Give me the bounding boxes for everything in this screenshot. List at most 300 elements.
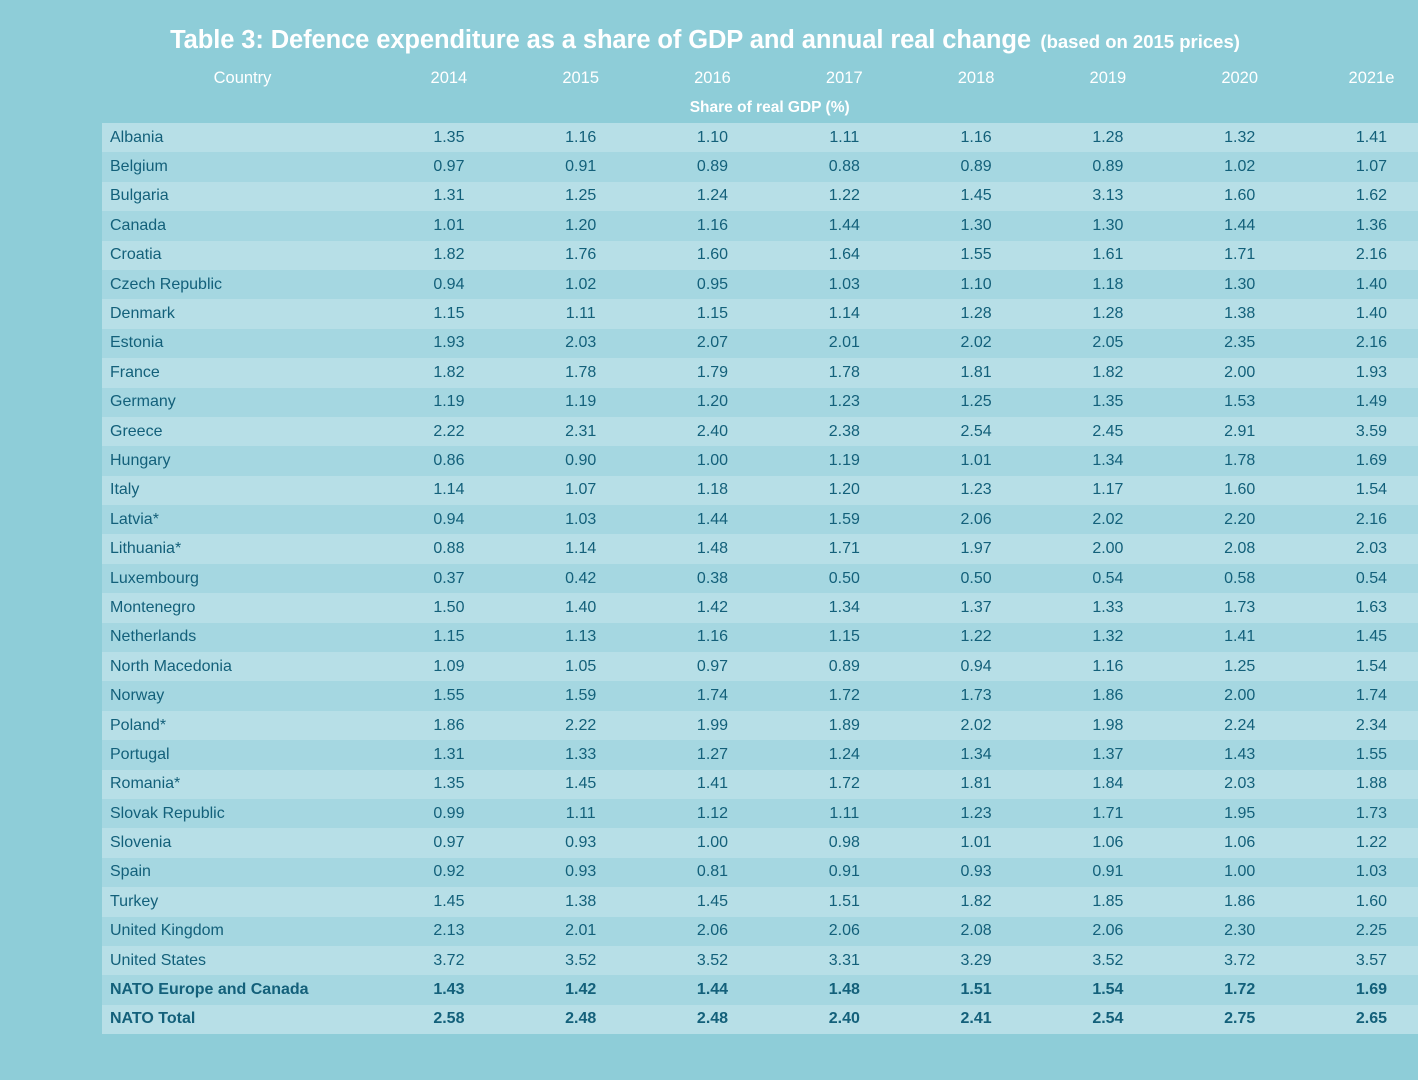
cell-2014: 1.09 — [383, 652, 515, 681]
title-subtitle: (based on 2015 prices) — [1040, 31, 1240, 52]
defence-expenditure-table — [102, 69, 1418, 1034]
cell-2021e: 2.16 — [1306, 505, 1418, 534]
cell-2014: 0.97 — [383, 152, 515, 181]
column-header-2020: 2020 — [1221, 69, 1259, 87]
cell-2019: 1.17 — [1042, 476, 1174, 505]
section-label-row — [102, 99, 1418, 123]
cell-2016: 1.16 — [647, 211, 779, 240]
column-header-2019: 2019 — [1089, 69, 1127, 87]
cell-2016: 2.07 — [647, 329, 779, 358]
cell-2015: 1.20 — [515, 211, 647, 240]
cell-2016: 1.44 — [647, 505, 779, 534]
cell-2017: 1.14 — [778, 299, 910, 328]
cell-2017: 1.51 — [778, 887, 910, 916]
row-country: Denmark — [102, 299, 383, 328]
cell-2018: 1.23 — [910, 476, 1042, 505]
cell-2016: 1.15 — [647, 299, 779, 328]
cell-2015: 1.59 — [515, 681, 647, 710]
row-country: Estonia — [102, 329, 383, 358]
cell-2017: 1.78 — [778, 358, 910, 387]
row-country: Italy — [102, 476, 383, 505]
cell-2021e: 2.16 — [1306, 241, 1418, 270]
cell-2014: 0.86 — [383, 446, 515, 475]
table-row — [102, 270, 1418, 299]
cell-2019: 2.54 — [1042, 1005, 1174, 1034]
table-row — [102, 505, 1418, 534]
cell-2018: 1.51 — [910, 975, 1042, 1004]
table-row — [102, 446, 1418, 475]
cell-2019: 2.06 — [1042, 917, 1174, 946]
cell-2014: 1.86 — [383, 711, 515, 740]
cell-2020: 1.25 — [1174, 652, 1306, 681]
cell-2015: 1.33 — [515, 740, 647, 769]
cell-2015: 2.31 — [515, 417, 647, 446]
cell-2017: 1.59 — [778, 505, 910, 534]
cell-2017: 0.98 — [778, 828, 910, 857]
cell-2017: 1.48 — [778, 975, 910, 1004]
cell-2019: 1.06 — [1042, 828, 1174, 857]
table-row — [102, 770, 1418, 799]
cell-2021e: 3.57 — [1306, 946, 1418, 975]
cell-2014: 1.35 — [383, 123, 515, 152]
cell-2019: 0.91 — [1042, 858, 1174, 887]
cell-2017: 0.88 — [778, 152, 910, 181]
table-row — [102, 858, 1418, 887]
cell-2014: 1.15 — [383, 299, 515, 328]
cell-2020: 2.00 — [1174, 358, 1306, 387]
cell-2019: 1.33 — [1042, 593, 1174, 622]
cell-2016: 3.52 — [647, 946, 779, 975]
cell-2016: 1.44 — [647, 975, 779, 1004]
cell-2014: 1.82 — [383, 241, 515, 270]
table-row — [102, 299, 1418, 328]
cell-2021e: 1.74 — [1306, 681, 1418, 710]
cell-2021e: 2.25 — [1306, 917, 1418, 946]
cell-2016: 1.27 — [647, 740, 779, 769]
cell-2020: 2.00 — [1174, 681, 1306, 710]
cell-2019: 1.37 — [1042, 740, 1174, 769]
cell-2018: 1.34 — [910, 740, 1042, 769]
cell-2018: 1.45 — [910, 182, 1042, 211]
cell-2021e: 1.49 — [1306, 388, 1418, 417]
row-country: Bulgaria — [102, 182, 383, 211]
cell-2016: 1.00 — [647, 446, 779, 475]
cell-2016: 1.74 — [647, 681, 779, 710]
cell-2018: 2.06 — [910, 505, 1042, 534]
row-country: North Macedonia — [102, 652, 383, 681]
cell-2015: 1.11 — [515, 299, 647, 328]
cell-2019: 1.28 — [1042, 123, 1174, 152]
row-country: NATO Total — [102, 1005, 383, 1034]
cell-2020: 1.41 — [1174, 623, 1306, 652]
cell-2016: 0.97 — [647, 652, 779, 681]
column-header-country: Country — [213, 69, 272, 87]
cell-2019: 0.89 — [1042, 152, 1174, 181]
cell-2018: 1.81 — [910, 770, 1042, 799]
cell-2021e: 1.69 — [1306, 975, 1418, 1004]
row-country: Hungary — [102, 446, 383, 475]
cell-2016: 0.89 — [647, 152, 779, 181]
cell-2015: 1.78 — [515, 358, 647, 387]
cell-2019: 1.86 — [1042, 681, 1174, 710]
cell-2019: 1.34 — [1042, 446, 1174, 475]
cell-2015: 1.05 — [515, 652, 647, 681]
cell-2018: 1.01 — [910, 828, 1042, 857]
cell-2015: 0.90 — [515, 446, 647, 475]
cell-2018: 1.23 — [910, 799, 1042, 828]
cell-2017: 1.11 — [778, 123, 910, 152]
row-country: Spain — [102, 858, 383, 887]
cell-2017: 1.22 — [778, 182, 910, 211]
cell-2019: 0.54 — [1042, 564, 1174, 593]
cell-2016: 1.60 — [647, 241, 779, 270]
row-country: Slovenia — [102, 828, 383, 857]
cell-2015: 1.13 — [515, 623, 647, 652]
cell-2014: 1.55 — [383, 681, 515, 710]
cell-2016: 1.42 — [647, 593, 779, 622]
row-country: Luxembourg — [102, 564, 383, 593]
cell-2016: 1.48 — [647, 534, 779, 563]
table-row — [102, 623, 1418, 652]
cell-2020: 1.32 — [1174, 123, 1306, 152]
cell-2014: 1.82 — [383, 358, 515, 387]
cell-2015: 3.52 — [515, 946, 647, 975]
cell-2016: 0.81 — [647, 858, 779, 887]
cell-2018: 1.82 — [910, 887, 1042, 916]
cell-2019: 1.85 — [1042, 887, 1174, 916]
cell-2018: 1.97 — [910, 534, 1042, 563]
cell-2019: 3.52 — [1042, 946, 1174, 975]
row-country: Albania — [102, 123, 383, 152]
cell-2016: 2.40 — [647, 417, 779, 446]
table-row — [102, 388, 1418, 417]
cell-2021e: 3.59 — [1306, 417, 1418, 446]
cell-2015: 0.93 — [515, 858, 647, 887]
cell-2020: 2.20 — [1174, 505, 1306, 534]
table-row — [102, 417, 1418, 446]
row-country: Norway — [102, 681, 383, 710]
row-country: NATO Europe and Canada — [102, 975, 383, 1004]
cell-2017: 1.72 — [778, 681, 910, 710]
cell-2014: 2.22 — [383, 417, 515, 446]
cell-2016: 1.18 — [647, 476, 779, 505]
cell-2017: 3.31 — [778, 946, 910, 975]
cell-2016: 0.38 — [647, 564, 779, 593]
row-country: Czech Republic — [102, 270, 383, 299]
cell-2019: 1.32 — [1042, 623, 1174, 652]
cell-2014: 0.97 — [383, 828, 515, 857]
cell-2015: 1.02 — [515, 270, 647, 299]
cell-2015: 1.03 — [515, 505, 647, 534]
cell-2018: 1.81 — [910, 358, 1042, 387]
cell-2015: 1.07 — [515, 476, 647, 505]
cell-2020: 2.75 — [1174, 1005, 1306, 1034]
cell-2020: 1.00 — [1174, 858, 1306, 887]
cell-2021e: 1.62 — [1306, 182, 1418, 211]
table-row — [102, 564, 1418, 593]
cell-2018: 1.37 — [910, 593, 1042, 622]
table-row — [102, 946, 1418, 975]
cell-2020: 1.78 — [1174, 446, 1306, 475]
cell-2014: 1.19 — [383, 388, 515, 417]
cell-2016: 2.06 — [647, 917, 779, 946]
column-header-2021e: 2021e — [1348, 69, 1395, 87]
cell-2017: 1.23 — [778, 388, 910, 417]
column-header-2017: 2017 — [825, 69, 863, 87]
table-row — [102, 182, 1418, 211]
cell-2017: 2.06 — [778, 917, 910, 946]
cell-2021e: 2.16 — [1306, 329, 1418, 358]
cell-2018: 1.10 — [910, 270, 1042, 299]
cell-2017: 2.38 — [778, 417, 910, 446]
cell-2017: 1.03 — [778, 270, 910, 299]
column-header-2014: 2014 — [430, 69, 468, 87]
cell-2014: 0.94 — [383, 505, 515, 534]
cell-2015: 1.16 — [515, 123, 647, 152]
row-country: Netherlands — [102, 623, 383, 652]
cell-2017: 2.01 — [778, 329, 910, 358]
table-row — [102, 740, 1418, 769]
cell-2021e: 2.03 — [1306, 534, 1418, 563]
cell-2019: 1.84 — [1042, 770, 1174, 799]
cell-2014: 0.92 — [383, 858, 515, 887]
cell-2014: 2.13 — [383, 917, 515, 946]
cell-2019: 1.82 — [1042, 358, 1174, 387]
cell-2016: 1.41 — [647, 770, 779, 799]
row-country: Slovak Republic — [102, 799, 383, 828]
table-row — [102, 211, 1418, 240]
cell-2016: 2.48 — [647, 1005, 779, 1034]
cell-2014: 1.31 — [383, 182, 515, 211]
row-country: Portugal — [102, 740, 383, 769]
row-country: Belgium — [102, 152, 383, 181]
cell-2020: 1.71 — [1174, 241, 1306, 270]
cell-2017: 2.40 — [778, 1005, 910, 1034]
cell-2018: 2.08 — [910, 917, 1042, 946]
cell-2021e: 1.22 — [1306, 828, 1418, 857]
table-row — [102, 152, 1418, 181]
cell-2020: 1.44 — [1174, 211, 1306, 240]
table-row-total-nato-europe-canada — [102, 975, 1418, 1004]
table-row — [102, 652, 1418, 681]
page-title — [102, 26, 1308, 55]
cell-2020: 0.58 — [1174, 564, 1306, 593]
cell-2019: 1.61 — [1042, 241, 1174, 270]
cell-2018: 1.73 — [910, 681, 1042, 710]
table-head — [102, 69, 1418, 123]
cell-2021e: 1.60 — [1306, 887, 1418, 916]
cell-2019: 1.30 — [1042, 211, 1174, 240]
cell-2014: 1.93 — [383, 329, 515, 358]
cell-2020: 2.08 — [1174, 534, 1306, 563]
cell-2019: 2.05 — [1042, 329, 1174, 358]
table-row — [102, 917, 1418, 946]
table-row-total-nato — [102, 1005, 1418, 1034]
cell-2016: 1.79 — [647, 358, 779, 387]
cell-2018: 0.50 — [910, 564, 1042, 593]
row-country: United Kingdom — [102, 917, 383, 946]
table-row — [102, 828, 1418, 857]
cell-2021e: 1.36 — [1306, 211, 1418, 240]
cell-2020: 2.91 — [1174, 417, 1306, 446]
cell-2014: 0.88 — [383, 534, 515, 563]
cell-2020: 2.24 — [1174, 711, 1306, 740]
cell-2019: 1.35 — [1042, 388, 1174, 417]
cell-2018: 2.41 — [910, 1005, 1042, 1034]
cell-2018: 2.02 — [910, 329, 1042, 358]
row-country: Croatia — [102, 241, 383, 270]
cell-2015: 1.19 — [515, 388, 647, 417]
cell-2018: 0.93 — [910, 858, 1042, 887]
cell-2015: 1.11 — [515, 799, 647, 828]
cell-2014: 0.37 — [383, 564, 515, 593]
cell-2016: 1.00 — [647, 828, 779, 857]
cell-2017: 1.44 — [778, 211, 910, 240]
cell-2018: 2.02 — [910, 711, 1042, 740]
cell-2020: 2.30 — [1174, 917, 1306, 946]
cell-2017: 1.20 — [778, 476, 910, 505]
cell-2020: 1.30 — [1174, 270, 1306, 299]
cell-2014: 1.43 — [383, 975, 515, 1004]
table-row — [102, 593, 1418, 622]
table-row — [102, 358, 1418, 387]
table-row — [102, 123, 1418, 152]
cell-2020: 2.35 — [1174, 329, 1306, 358]
cell-2015: 0.91 — [515, 152, 647, 181]
cell-2020: 1.06 — [1174, 828, 1306, 857]
cell-2015: 1.40 — [515, 593, 647, 622]
cell-2014: 1.50 — [383, 593, 515, 622]
cell-2020: 1.38 — [1174, 299, 1306, 328]
cell-2020: 1.72 — [1174, 975, 1306, 1004]
cell-2017: 1.71 — [778, 534, 910, 563]
cell-2014: 2.58 — [383, 1005, 515, 1034]
cell-2016: 1.45 — [647, 887, 779, 916]
cell-2019: 1.16 — [1042, 652, 1174, 681]
cell-2018: 0.89 — [910, 152, 1042, 181]
cell-2018: 1.16 — [910, 123, 1042, 152]
cell-2020: 1.73 — [1174, 593, 1306, 622]
cell-2021e: 1.03 — [1306, 858, 1418, 887]
cell-2021e: 1.07 — [1306, 152, 1418, 181]
cell-2021e: 1.54 — [1306, 476, 1418, 505]
cell-2021e: 1.40 — [1306, 299, 1418, 328]
row-country: Canada — [102, 211, 383, 240]
cell-2015: 1.38 — [515, 887, 647, 916]
table-row — [102, 476, 1418, 505]
cell-2021e: 1.54 — [1306, 652, 1418, 681]
cell-2015: 2.48 — [515, 1005, 647, 1034]
cell-2016: 1.10 — [647, 123, 779, 152]
cell-2018: 1.28 — [910, 299, 1042, 328]
cell-2017: 1.89 — [778, 711, 910, 740]
cell-2017: 0.50 — [778, 564, 910, 593]
table-row — [102, 241, 1418, 270]
cell-2021e: 1.69 — [1306, 446, 1418, 475]
cell-2018: 1.55 — [910, 241, 1042, 270]
cell-2015: 1.14 — [515, 534, 647, 563]
cell-2017: 1.72 — [778, 770, 910, 799]
cell-2020: 1.53 — [1174, 388, 1306, 417]
cell-2017: 1.15 — [778, 623, 910, 652]
section-label: Share of real GDP (%) — [689, 99, 850, 116]
title-main: Table 3: Defence expenditure as a share of GDP and annual real change — [170, 26, 1031, 54]
table-row — [102, 534, 1418, 563]
cell-2019: 1.18 — [1042, 270, 1174, 299]
cell-2017: 1.24 — [778, 740, 910, 769]
row-country: France — [102, 358, 383, 387]
row-country: United States — [102, 946, 383, 975]
cell-2017: 0.89 — [778, 652, 910, 681]
cell-2014: 1.15 — [383, 623, 515, 652]
cell-2015: 2.03 — [515, 329, 647, 358]
cell-2016: 1.16 — [647, 623, 779, 652]
cell-2017: 1.64 — [778, 241, 910, 270]
cell-2018: 1.25 — [910, 388, 1042, 417]
cell-2019: 3.13 — [1042, 182, 1174, 211]
cell-2016: 1.99 — [647, 711, 779, 740]
cell-2021e: 0.54 — [1306, 564, 1418, 593]
cell-2021e: 2.34 — [1306, 711, 1418, 740]
table-row — [102, 329, 1418, 358]
cell-2014: 1.35 — [383, 770, 515, 799]
cell-2014: 1.01 — [383, 211, 515, 240]
table-row — [102, 711, 1418, 740]
cell-2019: 2.02 — [1042, 505, 1174, 534]
cell-2020: 2.03 — [1174, 770, 1306, 799]
column-header-2016: 2016 — [694, 69, 731, 87]
cell-2018: 0.94 — [910, 652, 1042, 681]
cell-2019: 2.00 — [1042, 534, 1174, 563]
table-row — [102, 887, 1418, 916]
cell-2014: 0.99 — [383, 799, 515, 828]
row-country: Latvia* — [102, 505, 383, 534]
cell-2015: 2.22 — [515, 711, 647, 740]
cell-2015: 1.76 — [515, 241, 647, 270]
cell-2021e: 1.41 — [1306, 123, 1418, 152]
cell-2019: 1.98 — [1042, 711, 1174, 740]
cell-2018: 3.29 — [910, 946, 1042, 975]
cell-2020: 1.95 — [1174, 799, 1306, 828]
cell-2020: 1.43 — [1174, 740, 1306, 769]
table-row — [102, 799, 1418, 828]
cell-2015: 1.25 — [515, 182, 647, 211]
cell-2017: 0.91 — [778, 858, 910, 887]
row-country: Greece — [102, 417, 383, 446]
cell-2021e: 1.40 — [1306, 270, 1418, 299]
cell-2019: 1.54 — [1042, 975, 1174, 1004]
row-country: Lithuania* — [102, 534, 383, 563]
table-row — [102, 681, 1418, 710]
row-country: Turkey — [102, 887, 383, 916]
cell-2019: 1.28 — [1042, 299, 1174, 328]
column-header-2015: 2015 — [562, 69, 600, 87]
cell-2018: 2.54 — [910, 417, 1042, 446]
cell-2020: 3.72 — [1174, 946, 1306, 975]
cell-2020: 1.02 — [1174, 152, 1306, 181]
cell-2015: 0.42 — [515, 564, 647, 593]
cell-2016: 1.12 — [647, 799, 779, 828]
cell-2021e: 1.88 — [1306, 770, 1418, 799]
cell-2017: 1.34 — [778, 593, 910, 622]
cell-2016: 1.20 — [647, 388, 779, 417]
cell-2021e: 1.73 — [1306, 799, 1418, 828]
cell-2021e: 1.45 — [1306, 623, 1418, 652]
cell-2017: 1.11 — [778, 799, 910, 828]
cell-2016: 1.24 — [647, 182, 779, 211]
column-header-2018: 2018 — [957, 69, 995, 87]
cell-2021e: 2.65 — [1306, 1005, 1418, 1034]
